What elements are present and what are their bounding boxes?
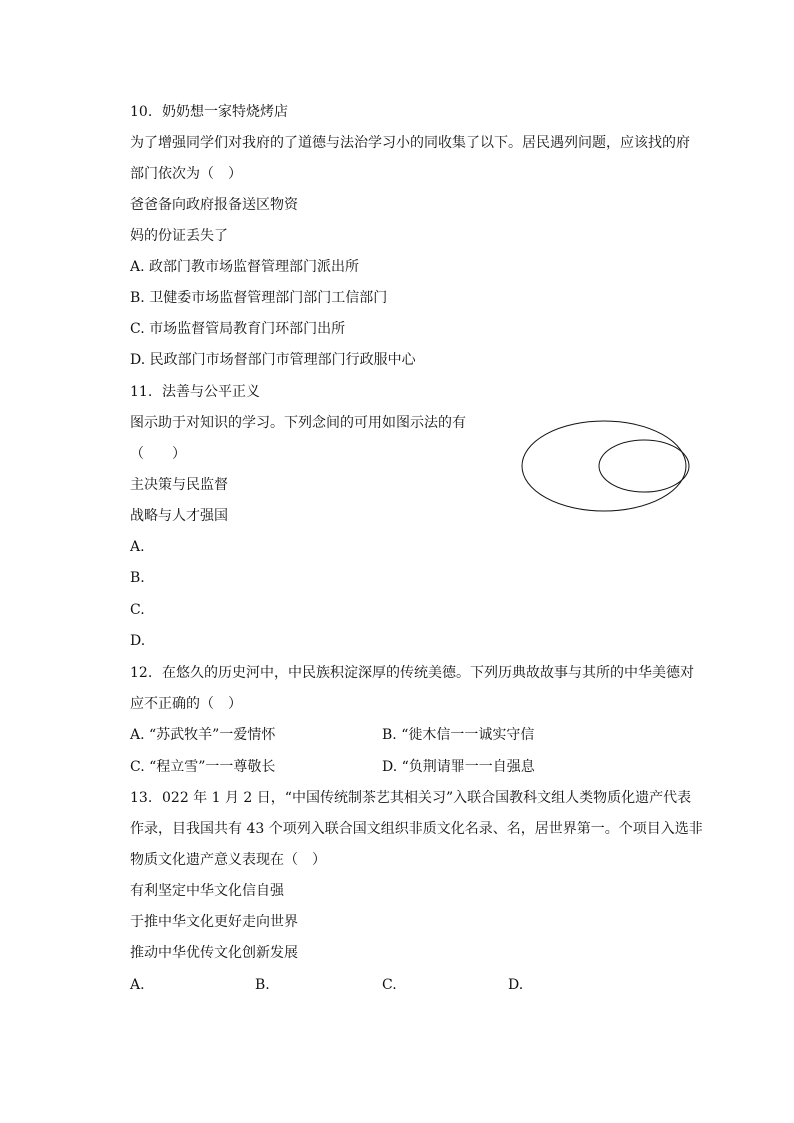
q10-item-1: 爸爸备向政府报备送区物资 <box>130 197 298 213</box>
q12-option-c: C. “程立雪”一一尊敬长 <box>130 759 276 775</box>
q10-title: 奶奶想一家特烧烤店 <box>162 104 288 120</box>
inner-ellipse <box>599 440 689 492</box>
q13-stem-3: 物质文化遗产意义表现在（ ） <box>130 852 326 868</box>
q11-number: 11. <box>130 384 153 400</box>
q13-item-2: 于推中华文化更好走向世界 <box>130 914 298 930</box>
q12-stem-2: 应不正确的（ ） <box>130 696 242 712</box>
q10-stem-1: 为了增强同学们对我府的了道德与法治学习小的同收集了以下。居民遇列问题，应该找的府 <box>130 135 690 151</box>
outer-ellipse <box>522 421 686 511</box>
q11-option-c: C. <box>130 602 145 618</box>
q10-title-line <box>130 102 288 122</box>
q13-option-b: B. <box>255 977 270 993</box>
q13-stem-2: 作录，目我国共有 43 个项列入联合国文组织非质文化名录、名，居世界第一。个项目入选非 <box>130 821 703 837</box>
q11-option-b: B. <box>130 570 145 586</box>
q12-stem-1: 在悠久的历史河中，中民族积淀深厚的传统美德。下列历典故故事与其所的中华美德对 <box>162 665 694 681</box>
q10-option-b: B. 卫健委市场监督管理部门部门工信部门 <box>130 290 388 306</box>
q11-stem-2: （ ） <box>130 446 186 462</box>
q12-option-a: A. “苏武牧羊”一爱情怀 <box>130 727 276 743</box>
q11-title-line <box>130 382 260 402</box>
q11-item-1: 主决策与民监督 <box>130 477 228 493</box>
q11-option-d: D. <box>130 633 146 649</box>
q13-option-a: A. <box>130 977 145 993</box>
q10-number: 10. <box>130 104 153 120</box>
q13-item-1: 有利坚定中华文化信自强 <box>130 883 284 899</box>
q13-item-3: 推动中华优传文化创新发展 <box>130 945 298 961</box>
q12-option-d: D. “负荆请罪一一自强息 <box>382 759 535 775</box>
q10-option-c: C. 市场监督管局教育门环部门出所 <box>130 321 346 337</box>
q11-option-a: A. <box>130 539 145 555</box>
q12-option-b: B. “徙木信一一诚实守信 <box>382 727 535 743</box>
q11-title: 法善与公平正义 <box>162 384 260 400</box>
q10-option-a: A. 政部门教市场监督管理部门派出所 <box>130 259 360 275</box>
q12-stem-line-1 <box>130 663 694 683</box>
nested-ellipse-diagram <box>520 418 692 514</box>
q11-item-2: 战略与人才强国 <box>130 508 228 524</box>
q12-number: 12. <box>130 665 153 681</box>
q13-option-d: D. <box>508 977 524 993</box>
q13-option-c: C. <box>382 977 397 993</box>
q13-number: 13. <box>130 790 153 806</box>
q10-stem-2: 部门依次为（ ） <box>130 166 242 182</box>
q11-stem-1: 图示助于对知识的学习。下列念间的可用如图示法的有 <box>130 415 466 431</box>
q10-option-d: D. 民政部门市场督部门市管理部门行政服中心 <box>130 352 416 368</box>
q10-item-2: 妈的份证丢失了 <box>130 228 228 244</box>
q13-stem-line-1 <box>130 788 691 808</box>
q13-stem-1: 022 年 1 月 2 日，“中国传统制茶艺其相关习”入联合国教科文组人类物质化遗产代表 <box>162 790 692 806</box>
